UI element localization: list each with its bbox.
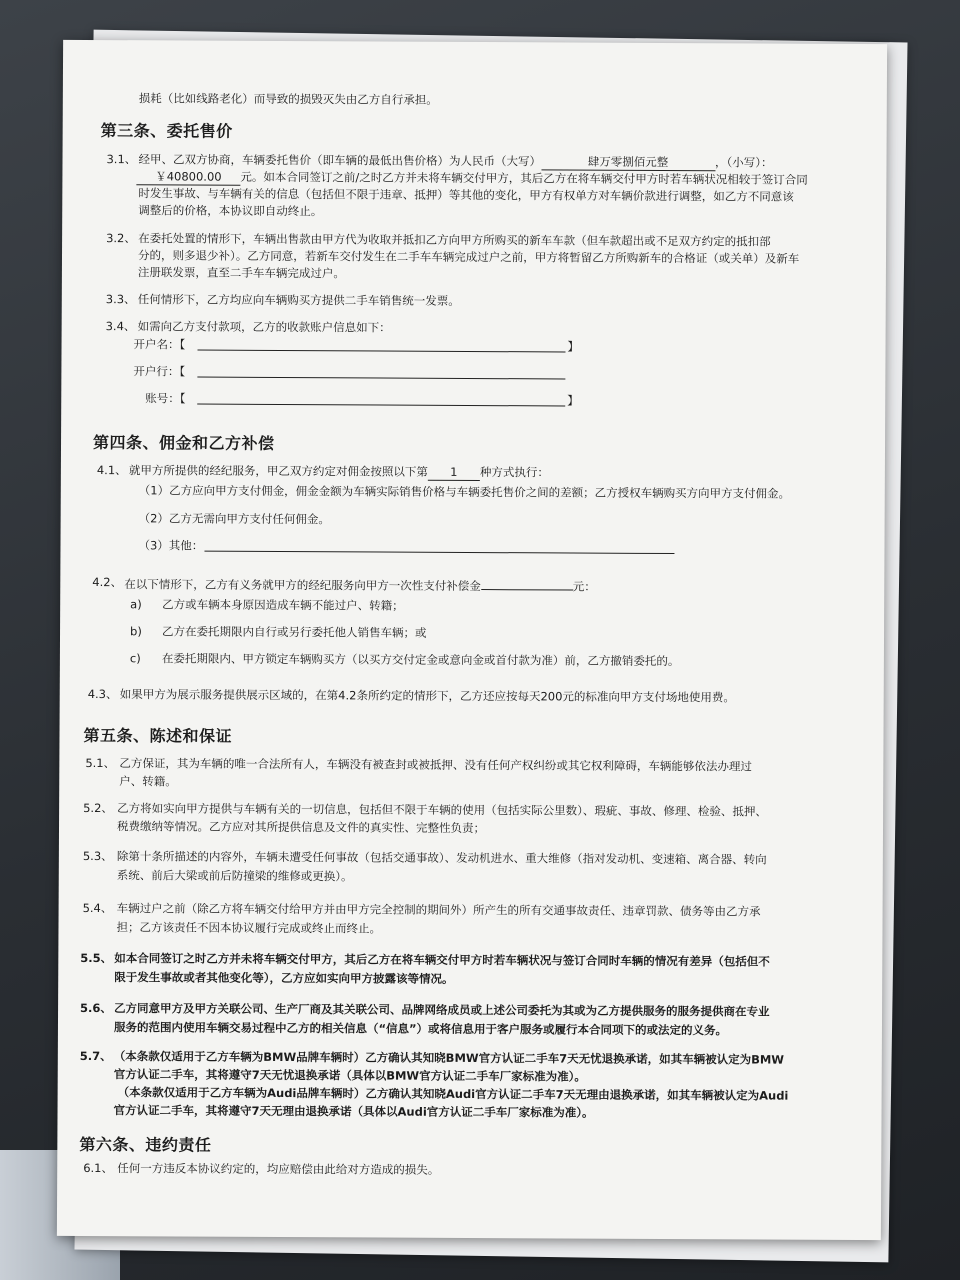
clause-3-2-line-3: 注册联发票，直至二手车车辆完成过户。 [137,265,345,281]
bank-field[interactable] [197,364,565,380]
section-4-title: 第四条、佣金和乙方补偿 [92,433,275,453]
clause-5-4-line-1: 5.4、 车辆过户之前（除乙方将车辆交付给甲方并由甲方完全控制的期间外）所产生的所有交通事故责任、违章罚款、债务等由乙方承 [82,900,761,919]
clause-3-2-line-1: 3.2、 在委托处置的情形下，车辆出售款由甲方代为收取并抵扣乙方向甲方所购买的新车车款（但车款超出或不足双方约定的抵扣部 [106,231,771,249]
clause-4-2-a: a) 乙方或车辆本身原因造成车辆不能过户、转籍； [130,597,404,613]
clause-5-2-line-2: 税费缴纳等情况。乙方应对其所提供信息及文件的真实性、完整性负责； [116,819,486,836]
commission-option-field[interactable]: 1 [428,464,480,481]
clause-3-2-line-2: 分的，则多退少补）。乙方同意，若新车交付发生在二手车车辆完成过户之前，甲方将暂留乙方所购新车的合格证（或关单）及新车 [137,248,800,266]
clause-4-2-b: b) 乙方在委托期限内自行或另行委托他人销售车辆；或 [130,624,427,640]
option-3: （3）其他： [61,537,885,541]
clause-5-5-line-1: 5.5、 如本合同签订之时乙方并未将车辆交付甲方，其后乙方在将车辆交付甲方时若车辆状况与签订合同时车辆的情况有差异（包括但不 [80,950,770,969]
clause-5-7-line-4: 官方认证二手车，其将遵守7天无理由退换承诺（具体以Audi官方认证二手车厂家标准为准）。 [113,1103,594,1120]
clause-4-2-c: c) 在委托期限内、甲方锁定车辆购买方（以买方交付定金或意向金或首付款为准）前，乙方撤销委托的。 [129,651,680,669]
clause-5-4-line-2: 担；乙方该责任不因本协议履行完成或终止而终止。 [116,920,382,936]
clause-4-2: 4.2、 在以下情形下，乙方有义务就甲方的经纪服务向甲方一次性支付补偿金 元： [92,575,596,594]
clause-5-7-line-1: 5.7、 （本条款仅适用于乙方车辆为BMW品牌车辆时）乙方确认其知晓BMW官方认证二手车7天无忧退换承诺，如其车辆被认定为BMW [79,1048,785,1067]
account-name-field[interactable] [198,337,566,353]
clause-5-6-line-2: 服务的范围内使用车辆交易过程中乙方的相关信息（“信息”）或将信息用于客户服务或履行本合同项下的或法定的义务。 [113,1020,728,1038]
clause-3-1-line-3: 时发生事故、与车辆有关的信息（包括但不限于违章、抵押）等其他的变化，甲方有权单方对车辆价款进行调整，如乙方不同意该 [138,186,794,204]
clause-5-1-line-2: 户、转籍。 [119,774,177,789]
clause-6-1: 6.1、 任何一方违反本协议约定的，均应赔偿由此给对方造成的损失。 [83,1160,440,1177]
clause-4-3: 4.3、 如果甲方为展示服务提供展示区域的，在第4.2条所约定的情形下，乙方还应按每天200元的标准向甲方支付场地使用费。 [87,686,735,705]
option-2: （2）乙方无需向甲方支付任何佣金。 [138,511,330,527]
clause-3-4: 3.4、 如需向乙方支付款项，乙方的收款账户信息如下： [105,319,391,335]
compensation-amount-field[interactable] [481,576,573,590]
clause-3-1-line-4: 调整后的价格，本协议即自动终止。 [138,203,323,219]
account-number-row: 账号：【 】 [145,391,579,408]
clause-5-7-line-3: （本条款仅适用于乙方车辆为Audi品牌车辆时）乙方确认其知晓Audi官方认证二手车7天无理由退换承诺，如其车辆被认定为Audi [117,1085,789,1103]
intro-line: 损耗（比如线路老化）而导致的损毁灭失由乙方自行承担。 [138,91,438,107]
account-number-field[interactable] [197,391,565,407]
option-1: （1）乙方应向甲方支付佣金，佣金金额为车辆实际销售价格与车辆委托售价之间的差额；乙方授权车辆购买方向甲方支付佣金。 [138,483,791,501]
section-6-title: 第六条、违约责任 [79,1134,212,1155]
section-5-title: 第五条、陈述和保证 [83,725,233,746]
clause-5-6-line-1: 5.6、 乙方同意甲方及甲方关联公司、生产厂商及其关联公司、品牌网络成员或上述公司委托为其或为乙方提供服务的服务提供商在专业 [80,1000,770,1019]
section-3-title: 第三条、委托售价 [100,121,233,141]
clause-5-5-line-2: 限于发生事故或者其他变化等），乙方应如实向甲方披露该等情况。 [114,970,454,986]
contract-page [57,40,887,1240]
clause-5-1-line-1: 5.1、 乙方保证，其为车辆的唯一合法所有人，车辆没有被查封或被抵押、没有任何产权纠纷或其它权利障碍，车辆能够依法办理过 [85,755,752,774]
clause-3-1-line-1: 3.1、 经甲、乙双方协商，车辆委托售价（即车辆的最低出售价格）为人民币（大写） 肆万零捌佰元整 ，（小写）： [106,152,773,170]
clause-3-1-line-2: ￥40800.00 元。如本合同签订之前/之时乙方并未将车辆交付甲方，其后乙方在将车辆交付甲方时若车辆状况相较于签订合同 [62,168,886,172]
price-uppercase-field[interactable]: 肆万零捌佰元整 [541,153,715,171]
clause-5-7-line-2: 官方认证二手车，其将遵守7天无忧退换承诺（具体以BMW官方认证二手车厂家标准为准）。 [113,1067,586,1084]
clause-5-3-line-2: 系统、前后大梁或前后防撞梁的维修或更换）。 [116,868,353,884]
account-name-row: 开户名：【 】 [133,337,580,354]
clause-5-3-line-1: 5.3、 除第十条所描述的内容外，车辆未遭受任何事故（包括交通事故）、发动机进水、重大维修（指对发动机、变速箱、离合器、转向 [82,848,767,867]
clause-4-1: 4.1、 就甲方所提供的经纪服务，甲乙双方约定对佣金按照以下第 1 种方式执行： [96,463,549,480]
other-option-field[interactable] [204,538,674,554]
price-lowercase-field[interactable]: ￥40800.00 [136,168,240,186]
bank-row: 开户行：【 [61,363,885,367]
clause-3-3: 3.3、 任何情形下，乙方均应向车辆购买方提供二手车销售统一发票。 [105,292,460,308]
clause-5-2-line-1: 5.2、 乙方将如实向甲方提供与车辆有关的一切信息，包括但不限于车辆的使用（包括实际公里数）、瑕疵、事故、修理、检验、抵押、 [83,800,767,819]
